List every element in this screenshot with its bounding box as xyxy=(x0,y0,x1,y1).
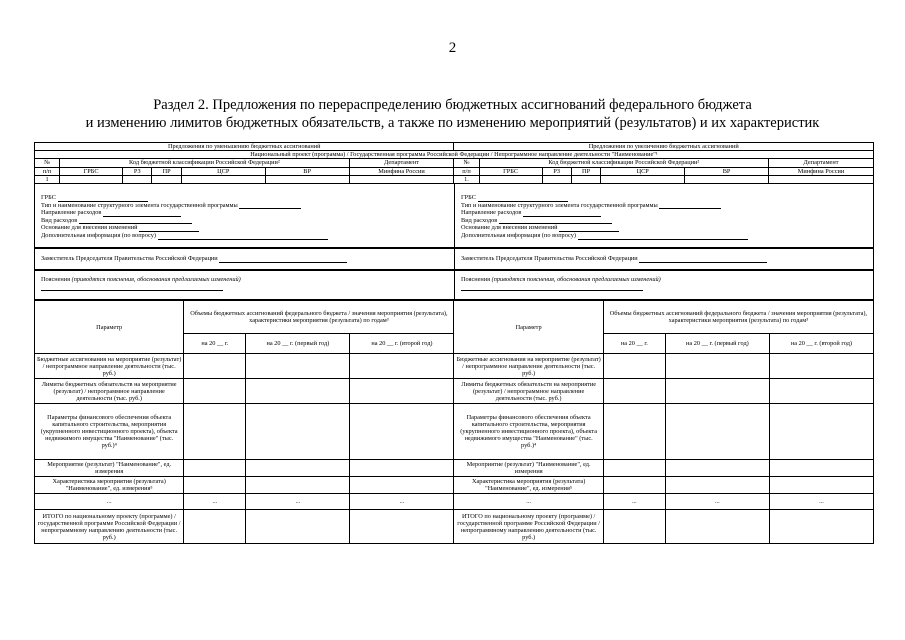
param-header: Параметр xyxy=(35,301,184,354)
value-cell[interactable] xyxy=(603,404,665,460)
year1-header: на 20 __ г. (первый год) xyxy=(246,334,350,354)
dots-cell: ... xyxy=(246,494,350,510)
deputy-label: Заместитель Председателя Правительства Российской Федерации xyxy=(41,255,218,263)
dots-row: ... xyxy=(35,494,184,510)
form-document xyxy=(34,142,874,544)
grbs-line-right[interactable] xyxy=(478,195,568,202)
basis-label-right: Основание для внесения изменений xyxy=(461,224,558,232)
param-row-5: Характеристика мероприятия (результата) "Наименование", ед. измерения⁵ xyxy=(35,477,184,494)
direction-label: Направление расходов xyxy=(41,209,102,217)
value-cell[interactable] xyxy=(665,379,769,404)
value-cell[interactable] xyxy=(603,379,665,404)
dots-cell: ... xyxy=(350,494,454,510)
kind-line-right[interactable] xyxy=(499,217,612,224)
kind-label-right: Вид расходов xyxy=(461,216,498,224)
deputy-left xyxy=(35,249,454,269)
col-pr: ПР xyxy=(152,167,181,175)
minfin-label-right: Минфина России xyxy=(769,167,874,175)
pp-label-right: п/п xyxy=(454,167,479,175)
value-cell[interactable] xyxy=(246,354,350,379)
row-number-right: 1. xyxy=(454,175,479,183)
year2-header-right: на 20 __ г. (второй год) xyxy=(769,334,873,354)
minfin-label: Минфина России xyxy=(349,167,454,175)
col-grbs: ГРБС xyxy=(60,167,123,175)
volumes-header-right: Объемы бюджетных ассигнований федерального бюджета / значения мероприятия (результата), характеристики мероприятия (результата) по годам³ xyxy=(603,301,873,334)
value-cell[interactable] xyxy=(769,404,873,460)
deputy-line[interactable] xyxy=(219,256,347,263)
kind-line[interactable] xyxy=(79,217,192,224)
value-cell[interactable] xyxy=(665,477,769,494)
vr-cell[interactable] xyxy=(265,175,349,183)
pr-cell[interactable] xyxy=(152,175,181,183)
value-cell[interactable] xyxy=(603,510,665,544)
value-cell[interactable] xyxy=(350,379,454,404)
explanation-block xyxy=(34,270,874,300)
basis-line[interactable] xyxy=(139,225,199,232)
value-cell[interactable] xyxy=(350,477,454,494)
kbk-label: Код бюджетной классификации Российской Федерации² xyxy=(60,159,349,167)
explanation-hint: (приводятся пояснения, обоснования предлагаемых изменений) xyxy=(71,276,241,284)
value-cell[interactable] xyxy=(184,354,246,379)
value-cell[interactable] xyxy=(184,510,246,544)
csr-cell-right[interactable] xyxy=(601,175,685,183)
explanation-hint-right: (приводятся пояснения, обоснования предлагаемых изменений) xyxy=(491,276,661,284)
value-cell[interactable] xyxy=(350,354,454,379)
param-row-2-right: Лимиты бюджетных обязательств на мероприятие (результат) / непрограммное направление деятельности (тыс. руб.) xyxy=(454,379,603,404)
value-cell[interactable] xyxy=(665,460,769,477)
explanation-line-right[interactable] xyxy=(461,284,643,291)
value-cell[interactable] xyxy=(769,510,873,544)
grbs-label-right: ГРБС xyxy=(461,194,476,202)
dept-label-right: Департамент xyxy=(769,159,874,167)
no-label: № xyxy=(35,159,60,167)
title-line-1: Раздел 2. Предложения по перераспределению бюджетных ассигнований федерального бюджета xyxy=(153,97,752,113)
year1-header-right: на 20 __ г. (первый год) xyxy=(665,334,769,354)
col-pr-right: ПР xyxy=(571,167,600,175)
rz-cell[interactable] xyxy=(123,175,152,183)
dept-cell[interactable] xyxy=(349,175,454,183)
page-number: 2 xyxy=(448,40,457,56)
direction-label-right: Направление расходов xyxy=(461,209,522,217)
info-right xyxy=(454,184,873,247)
col-csr: ЦСР xyxy=(181,167,265,175)
grbs-cell[interactable] xyxy=(60,175,123,183)
volumes-table xyxy=(34,300,874,544)
value-cell[interactable] xyxy=(769,379,873,404)
value-cell[interactable] xyxy=(184,460,246,477)
value-cell[interactable] xyxy=(665,354,769,379)
dept-label: Департамент xyxy=(349,159,454,167)
direction-line-right[interactable] xyxy=(523,210,601,217)
info-left xyxy=(35,184,454,247)
dots-cell: ... xyxy=(603,494,665,510)
explanation-label: Пояснения xyxy=(41,276,71,284)
col-rz: РЗ xyxy=(123,167,152,175)
grbs-line[interactable] xyxy=(58,195,148,202)
explanation-left xyxy=(35,271,454,299)
csr-cell[interactable] xyxy=(181,175,265,183)
rz-cell-right[interactable] xyxy=(542,175,571,183)
header-table xyxy=(34,142,874,184)
direction-line[interactable] xyxy=(103,210,181,217)
param-row-4-right: Мероприятие (результат) "Наименование", ед. измерения xyxy=(454,460,603,477)
pp-label: п/п xyxy=(35,167,60,175)
deputy-right xyxy=(454,249,873,269)
value-cell[interactable] xyxy=(246,404,350,460)
decrease-caption: Предложения по уменьшению бюджетных ассигнований xyxy=(35,143,454,151)
value-cell[interactable] xyxy=(350,510,454,544)
dots-cell: ... xyxy=(769,494,873,510)
additional-label-right: Дополнительная информация (по вопросу) xyxy=(461,231,576,239)
dots-cell: ... xyxy=(184,494,246,510)
volumes-header: Объемы бюджетных ассигнований федерального бюджета / значения мероприятия (результата), характеристики мероприятия (результата) по годам³ xyxy=(184,301,454,334)
col-vr-right: ВР xyxy=(685,167,769,175)
value-cell[interactable] xyxy=(184,379,246,404)
kind-label: Вид расходов xyxy=(41,216,78,224)
increase-caption: Предложения по увеличению бюджетных ассигнований xyxy=(454,143,874,151)
col-vr: ВР xyxy=(265,167,349,175)
col-grbs-right: ГРБС xyxy=(479,167,542,175)
year0-header: на 20 __ г. xyxy=(184,334,246,354)
dept-cell-right[interactable] xyxy=(769,175,874,183)
additional-line[interactable] xyxy=(158,233,328,240)
row-number: 1 xyxy=(35,175,60,183)
no-label-right: № xyxy=(454,159,479,167)
value-cell[interactable] xyxy=(184,404,246,460)
value-cell[interactable] xyxy=(769,354,873,379)
param-row-2: Лимиты бюджетных обязательств на мероприятие (результат) / непрограммное направление деятельности (тыс. руб.) xyxy=(35,379,184,404)
param-row-3-right: Параметры финансового обеспечения объекта капитального строительства, мероприятия (укрупненного инвестиционного проекта), объекта недвижимого имущества "Наименование" (тыс. руб.)⁴ xyxy=(454,404,603,460)
value-cell[interactable] xyxy=(769,477,873,494)
value-cell[interactable] xyxy=(769,460,873,477)
section-title xyxy=(0,96,905,132)
col-rz-right: РЗ xyxy=(542,167,571,175)
value-cell[interactable] xyxy=(350,404,454,460)
dots-row-right: ... xyxy=(454,494,603,510)
value-cell[interactable] xyxy=(350,460,454,477)
type-name-line[interactable] xyxy=(239,202,301,209)
basis-label: Основание для внесения изменений xyxy=(41,224,138,232)
type-name-label: Тип и наименование структурного элемента государственной программы xyxy=(41,201,238,209)
value-cell[interactable] xyxy=(246,460,350,477)
param-row-1: Бюджетные ассигнования на мероприятие (результат) / непрограммное направление деятельности (тыс. руб.) xyxy=(35,354,184,379)
value-cell[interactable] xyxy=(603,354,665,379)
dots-cell: ... xyxy=(665,494,769,510)
grbs-label: ГРБС xyxy=(41,194,56,202)
param-row-3: Параметры финансового обеспечения объекта капитального строительства, мероприятия (укрупненного инвестиционного проекта), объекта недвижимого имущества "Наименование" (тыс. руб.)⁴ xyxy=(35,404,184,460)
basis-line-right[interactable] xyxy=(559,225,619,232)
value-cell[interactable] xyxy=(665,510,769,544)
additional-line-right[interactable] xyxy=(578,233,748,240)
value-cell[interactable] xyxy=(246,510,350,544)
param-row-5-right: Характеристика мероприятия (результата) "Наименование", ед. измерения⁵ xyxy=(454,477,603,494)
value-cell[interactable] xyxy=(184,477,246,494)
param-row-4: Мероприятие (результат) "Наименование", ед. измерения xyxy=(35,460,184,477)
grbs-cell-right[interactable] xyxy=(479,175,542,183)
deputy-label-right: Заместитель Председателя Правительства Российской Федерации xyxy=(461,255,638,263)
col-csr-right: ЦСР xyxy=(601,167,685,175)
year0-header-right: на 20 __ г. xyxy=(603,334,665,354)
deputy-line-right[interactable] xyxy=(639,256,767,263)
type-name-line-right[interactable] xyxy=(659,202,721,209)
total-row-right: ИТОГО по национальному проекту (программе) / государственной программе Российской Федерации / непрограммному направлению деятельности (тыс. руб.) xyxy=(454,510,603,544)
national-project-row: Национальный проект (программа) / Государственная программа Российской Федерации / Непрограммное направление деятельности "Наименование"¹ xyxy=(35,151,874,159)
value-cell[interactable] xyxy=(603,477,665,494)
explanation-label-right: Пояснения xyxy=(461,276,491,284)
value-cell[interactable] xyxy=(246,379,350,404)
year2-header: на 20 __ г. (второй год) xyxy=(350,334,454,354)
title-line-2: и изменению лимитов бюджетных обязательств, а также по изменению мероприятий (результатов) и их характеристик xyxy=(85,115,820,131)
info-block xyxy=(34,184,874,248)
param-header-right: Параметр xyxy=(454,301,603,354)
explanation-right xyxy=(454,271,873,299)
explanation-line[interactable] xyxy=(41,284,223,291)
value-cell[interactable] xyxy=(603,460,665,477)
total-row: ИТОГО по национальному проекту (программе) / государственной программе Российской Федерации / непрограммному направлению деятельности (тыс. руб.) xyxy=(35,510,184,544)
value-cell[interactable] xyxy=(665,404,769,460)
additional-label: Дополнительная информация (по вопросу) xyxy=(41,231,156,239)
vr-cell-right[interactable] xyxy=(685,175,769,183)
deputy-block xyxy=(34,248,874,270)
value-cell[interactable] xyxy=(246,477,350,494)
pr-cell-right[interactable] xyxy=(571,175,600,183)
param-row-1-right: Бюджетные ассигнования на мероприятие (результат) / непрограммное направление деятельности (тыс. руб.) xyxy=(454,354,603,379)
type-name-label-right: Тип и наименование структурного элемента государственной программы xyxy=(461,201,658,209)
kbk-label-right: Код бюджетной классификации Российской Федерации² xyxy=(479,159,768,167)
